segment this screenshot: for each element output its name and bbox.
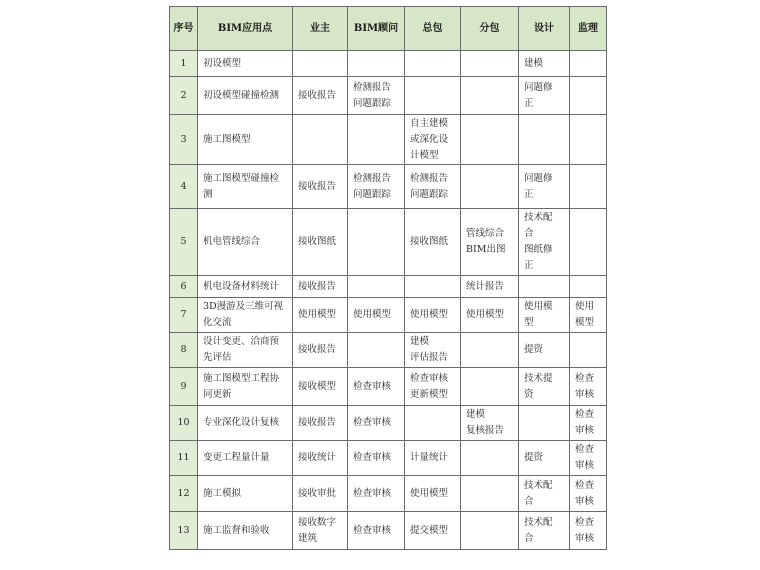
row-number-cell: 10 (170, 406, 198, 441)
table-cell (461, 512, 519, 550)
table-cell: 检测报告 问题跟踪 (348, 165, 405, 209)
table-cell: 使用模型 (405, 476, 461, 512)
table-cell: 统计报告 (461, 276, 519, 298)
table-cell: 接收图纸 (293, 209, 348, 276)
table-cell (461, 441, 519, 476)
table-cell (461, 368, 519, 406)
table-cell: 初设模型 (198, 51, 293, 77)
row-number-cell: 12 (170, 476, 198, 512)
table-cell: 建模 (519, 51, 570, 77)
table-cell: 施工监督和验收 (198, 512, 293, 550)
table-cell (348, 209, 405, 276)
table-cell: 技术提 资 (519, 368, 570, 406)
table-cell: 机电设备材料统计 (198, 276, 293, 298)
header-cell: 总包 (405, 7, 461, 51)
table-cell: 问题修 正 (519, 77, 570, 115)
table-cell: 接收报告 (293, 165, 348, 209)
table-row (170, 77, 607, 115)
table-cell: 管线综合 BIM出图 (461, 209, 519, 276)
row-number-cell: 8 (170, 333, 198, 368)
table-cell: 检查审核 (348, 441, 405, 476)
table-cell (405, 77, 461, 115)
table-row (170, 333, 607, 368)
header-row (170, 7, 607, 51)
row-number-cell: 5 (170, 209, 198, 276)
table-cell: 技术配 合 图纸修 正 (519, 209, 570, 276)
table-cell: 提资 (519, 441, 570, 476)
row-number-cell: 2 (170, 77, 198, 115)
table-cell: 提资 (519, 333, 570, 368)
table-row (170, 51, 607, 77)
table-cell: 使用模 型 (519, 298, 570, 333)
table-cell (348, 333, 405, 368)
table-cell: 建模 复核报告 (461, 406, 519, 441)
table-row (170, 368, 607, 406)
table-row (170, 476, 607, 512)
table-cell: 初设模型碰撞检测 (198, 77, 293, 115)
table-row (170, 276, 607, 298)
table-cell: 接收图纸 (405, 209, 461, 276)
row-number-cell: 13 (170, 512, 198, 550)
table-cell (461, 333, 519, 368)
table-cell (405, 276, 461, 298)
table-row (170, 115, 607, 165)
table-cell: 检查审核 (348, 476, 405, 512)
table-cell (405, 406, 461, 441)
row-number-cell: 4 (170, 165, 198, 209)
table-cell: 接收报告 (293, 276, 348, 298)
table-cell: 接收报告 (293, 406, 348, 441)
table-cell (461, 476, 519, 512)
table-cell: 使用模型 (348, 298, 405, 333)
table-cell: 检查 审核 (570, 441, 607, 476)
table-cell: 接收报告 (293, 333, 348, 368)
table-cell (570, 333, 607, 368)
table-cell: 专业深化设计复核 (198, 406, 293, 441)
table-cell: 变更工程量计量 (198, 441, 293, 476)
table-cell: 检查 审核 (570, 476, 607, 512)
table-cell (405, 51, 461, 77)
table-cell: 施工模拟 (198, 476, 293, 512)
table-cell (461, 77, 519, 115)
table-row (170, 298, 607, 333)
table-row (170, 209, 607, 276)
header-cell: BIM顾问 (348, 7, 405, 51)
table-cell: 接收数字 建筑 (293, 512, 348, 550)
table-row (170, 165, 607, 209)
table-cell (570, 165, 607, 209)
table-cell: 建模 评估报告 (405, 333, 461, 368)
table-cell: 问题修 正 (519, 165, 570, 209)
row-number-cell: 11 (170, 441, 198, 476)
table-cell: 接收统计 (293, 441, 348, 476)
table-cell (570, 115, 607, 165)
row-number-cell: 7 (170, 298, 198, 333)
table-cell: 提交模型 (405, 512, 461, 550)
table-cell: 技术配 合 (519, 476, 570, 512)
table-cell (348, 115, 405, 165)
table-cell: 施工图模型 (198, 115, 293, 165)
header-cell: 分包 (461, 7, 519, 51)
table-cell: 机电管线综合 (198, 209, 293, 276)
table-cell: 接收审批 (293, 476, 348, 512)
table-cell (461, 51, 519, 77)
table-cell: 设计变更、洽商预 先评估 (198, 333, 293, 368)
table-cell: 检测报告 问题跟踪 (405, 165, 461, 209)
table-cell: 检查审核 (348, 406, 405, 441)
table-cell (519, 406, 570, 441)
row-number-cell: 6 (170, 276, 198, 298)
table-cell: 使用 模型 (570, 298, 607, 333)
row-number-cell: 9 (170, 368, 198, 406)
table-cell: 使用模型 (461, 298, 519, 333)
table-cell: 3D漫游及三维可视 化交流 (198, 298, 293, 333)
row-number-cell: 3 (170, 115, 198, 165)
table-cell: 接收报告 (293, 77, 348, 115)
header-cell: 监理 (570, 7, 607, 51)
table-cell: 使用模型 (293, 298, 348, 333)
table-cell: 使用模型 (405, 298, 461, 333)
table-cell (570, 51, 607, 77)
header-cell: 业主 (293, 7, 348, 51)
header-cell: BIM应用点 (198, 7, 293, 51)
table-cell (461, 115, 519, 165)
table-cell (570, 209, 607, 276)
table-cell: 技术配 合 (519, 512, 570, 550)
table-cell (461, 165, 519, 209)
table-cell: 检测报告 问题跟踪 (348, 77, 405, 115)
table-cell: 自主建模 或深化设 计模型 (405, 115, 461, 165)
table-row (170, 406, 607, 441)
table-cell (570, 77, 607, 115)
table-cell: 检查 审核 (570, 406, 607, 441)
table-cell (293, 51, 348, 77)
table-cell (519, 276, 570, 298)
table-cell: 检查 审核 (570, 512, 607, 550)
table-cell: 接收模型 (293, 368, 348, 406)
table-row (170, 512, 607, 550)
table-cell (519, 115, 570, 165)
table-cell: 检查审核 (348, 512, 405, 550)
table-cell: 检查审核 (348, 368, 405, 406)
table-cell (348, 51, 405, 77)
table-cell (348, 276, 405, 298)
bim-responsibility-table (169, 6, 607, 550)
table-cell: 检查审核 更新模型 (405, 368, 461, 406)
table-cell: 计量统计 (405, 441, 461, 476)
table-cell (293, 115, 348, 165)
header-cell: 序号 (170, 7, 198, 51)
table-row (170, 441, 607, 476)
table-cell: 施工图模型碰撞检 测 (198, 165, 293, 209)
header-cell: 设计 (519, 7, 570, 51)
row-number-cell: 1 (170, 51, 198, 77)
table-cell: 施工图模型工程协 同更新 (198, 368, 293, 406)
table-cell (570, 276, 607, 298)
table-cell: 检查 审核 (570, 368, 607, 406)
